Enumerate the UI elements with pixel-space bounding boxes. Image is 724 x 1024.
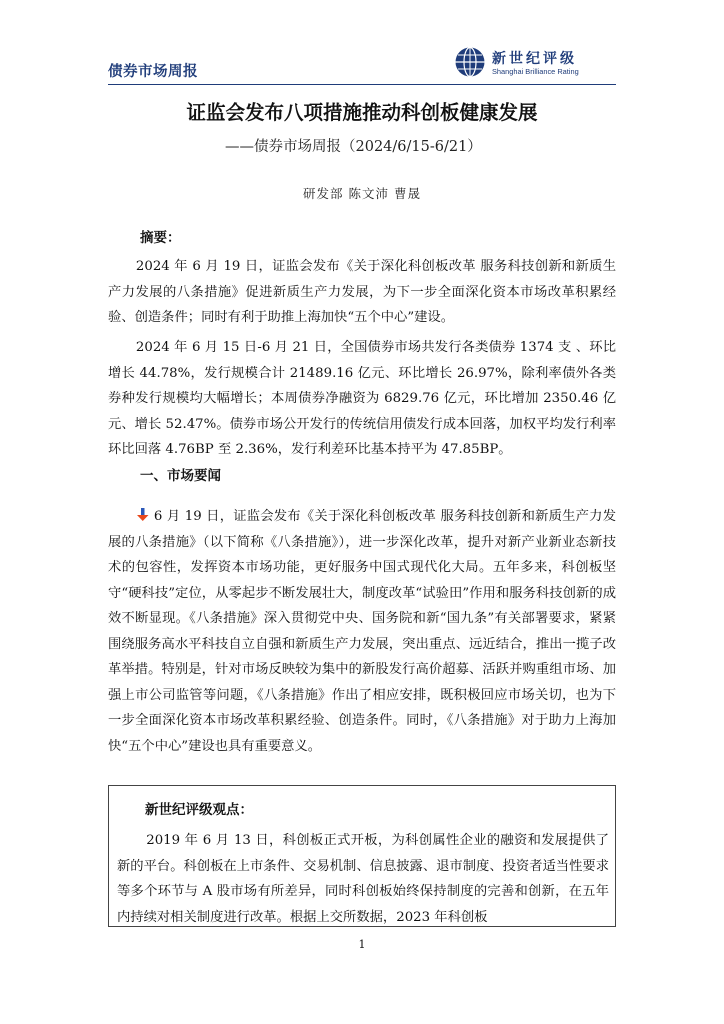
globe-logo-icon [454,46,486,78]
market-news-paragraph [108,504,616,759]
market-news-text: 6 月 19 日，证监会发布《关于深化科创板改革 服务科技创新和新质生产力发展的八条措施》（以下简称《八条措施》），进一步深化改革，提升对新产业新业态新技术的包容性，发挥资本市场功能，更好服务中国式现代化大局。五年多来，科创板坚守“硬科技”定位，从零起步不断发展壮大，制度改革“试验田”作用和服务科技创新的成效不断显现。《八条措施》深入贯彻党中央、国务院和新“国九条”有关部署要求，紧紧围绕服务高水平科技自立自强和新质生产力发展，突出重点、远近结合，推出一揽子改革举措。特别是，针对市场反映较为集中的新股发行高价超募、活跃并购重组市场、加强上市公司监管等问题，《八条措施》作出了相应安排，既积极回应市场关切，也为下一步全面深化资本市场改革积累经验、创造条件。同时，《八条措施》对于助力上海加快“五个中心”建设也具有重要意义。 [108,509,616,754]
logo-english-name: Shanghai Brilliance Rating [492,67,579,76]
report-title: 证监会发布八项措施推动科创板健康发展 [186,101,538,124]
authors: 研发部 陈文沛 曹晟 [303,186,421,201]
viewpoint-box [108,785,616,927]
viewpoint-text: 2019 年 6 月 13 日，科创板正式开板，为科创属性企业的融资和发展提供了新的平台。科创板在上市条件、交易机制、信息披露、退市制度、投资者适当性要求等多个环节与 A 股市场有所差异，同时科创板始终保持制度的完善和创新，在五年内持续对相关制度进行改革。根据上交所数据，2023 年科创板 [117,833,609,925]
logo-chinese-name: 新世纪评级 [492,51,577,67]
report-subtitle: ——债券市场周报（2024/6/15-6/21） [225,139,482,155]
section-heading-market-news: 一、市场要闻 [140,468,221,484]
viewpoint-title: 新世纪评级观点： [145,802,253,818]
page-header [108,44,616,85]
page-number: 1 [358,938,366,951]
publication-title: 债券市场周报 [108,64,198,80]
abstract-label: 摘要： [140,230,181,246]
arrow-down-bullet-icon [136,508,150,522]
brand-logo [454,46,614,80]
abstract-paragraph-1: 2024 年 6 月 19 日，证监会发布《关于深化科创板改革 服务科技创新和新质生产力发展的八条措施》促进新质生产力发展，为下一步全面深化资本市场改革积累经验、创造条件；同时有利于助推上海加快“五个中心”建设。 [108,259,616,325]
abstract-paragraph-2: 2024 年 6 月 15 日-6 月 21 日，全国债券市场共发行各类债券 1374 支 、环比增长 44.78%，发行规模合计 21489.16 亿元、环比增长 26.97%，除利率债外各类券种发行规模均大幅增长；本周债券净融资为 6829.76 亿元，环比增加 2350.46 亿元、增长 52.47%。债券市场公开发行的传统信用债发行成本回落，加权平均发行利率环比回落 4.76BP 至 2.36%，发行利差环比基本持平为 47.85BP。 [108,340,616,457]
